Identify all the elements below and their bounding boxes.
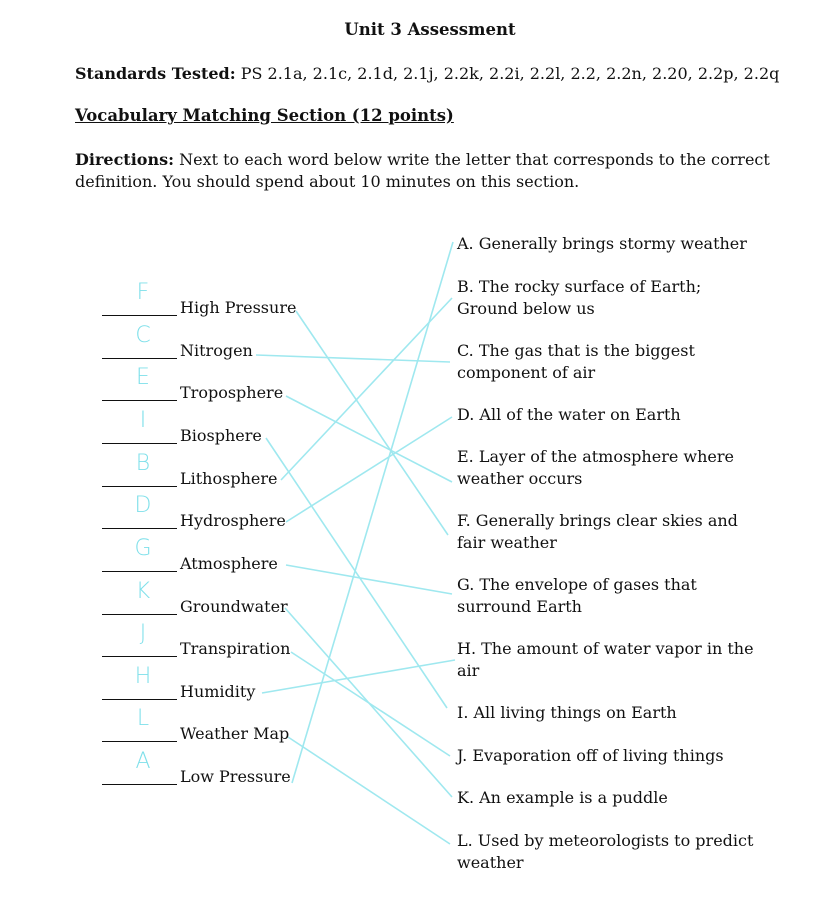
- answer-blank[interactable]: [102, 358, 177, 359]
- answer-blank[interactable]: [102, 784, 177, 785]
- handwritten-answer: K: [135, 579, 151, 604]
- term-label: Biosphere: [180, 426, 262, 445]
- handwritten-answer: D: [134, 493, 152, 518]
- handwritten-answer: C: [135, 323, 151, 348]
- definition-d: D. All of the water on Earth: [457, 405, 681, 424]
- term-label: Lithosphere: [180, 469, 278, 488]
- definition-a: A. Generally brings stormy weather: [457, 234, 747, 253]
- connector-line: [288, 737, 450, 844]
- definition-c: C. The gas that is the biggest component of air: [457, 341, 695, 382]
- answer-blank[interactable]: [102, 400, 177, 401]
- handwritten-answer: A: [135, 749, 151, 774]
- answer-blank[interactable]: [102, 315, 177, 316]
- term-label: Weather Map: [180, 724, 290, 743]
- answer-blank[interactable]: [102, 528, 177, 529]
- definition-i: I. All living things on Earth: [457, 703, 677, 722]
- handwritten-answer: H: [134, 664, 152, 689]
- answer-blank[interactable]: [102, 656, 177, 657]
- connector-line: [266, 438, 447, 708]
- term-label: Low Pressure: [180, 767, 291, 786]
- answer-blank[interactable]: [102, 571, 177, 572]
- definition-f: F. Generally brings clear skies and fair weather: [457, 511, 738, 552]
- definition-j: J. Evaporation off of living things: [457, 746, 724, 765]
- connector-line: [286, 565, 452, 594]
- handwritten-answer: I: [139, 408, 147, 433]
- term-label: High Pressure: [180, 298, 297, 317]
- definition-l: L. Used by meteorologists to predict weather: [457, 831, 754, 872]
- definition-e: E. Layer of the atmosphere where weather occurs: [457, 447, 734, 488]
- definition-g: G. The envelope of gases that surround Earth: [457, 575, 697, 616]
- handwritten-answer: B: [135, 451, 151, 476]
- handwritten-answer: E: [136, 365, 150, 390]
- answer-blank[interactable]: [102, 443, 177, 444]
- page-title: Unit 3 Assessment: [344, 20, 516, 39]
- term-label: Nitrogen: [180, 341, 253, 360]
- definition-k: K. An example is a puddle: [457, 788, 668, 807]
- connector-line: [256, 355, 450, 362]
- term-label: Transpiration: [180, 639, 291, 658]
- definition-h: H. The amount of water vapor in the air: [457, 639, 754, 680]
- handwritten-answer: L: [136, 706, 150, 731]
- term-label: Atmosphere: [180, 554, 278, 573]
- term-label: Groundwater: [180, 597, 288, 616]
- answer-blank[interactable]: [102, 741, 177, 742]
- section-title: Vocabulary Matching Section (12 points): [75, 106, 454, 125]
- answer-blank[interactable]: [102, 486, 177, 487]
- directions-label: Directions:: [75, 150, 174, 169]
- standards-value: PS 2.1a, 2.1c, 2.1d, 2.1j, 2.2k, 2.2i, 2.2l, 2.2, 2.2n, 2.20, 2.2p, 2.2q: [235, 64, 780, 83]
- handwritten-answer: F: [136, 280, 150, 305]
- answer-blank[interactable]: [102, 614, 177, 615]
- term-label: Hydrosphere: [180, 511, 286, 530]
- term-label: Humidity: [180, 682, 256, 701]
- definition-b: B. The rocky surface of Earth; Ground below us: [457, 277, 702, 318]
- directions-text: Next to each word below write the letter that corresponds to the correct definition. You should spend about 10 minutes on this section.: [75, 150, 770, 191]
- standards-label: Standards Tested:: [75, 64, 236, 83]
- answer-blank[interactable]: [102, 699, 177, 700]
- handwritten-answer: J: [139, 621, 147, 646]
- term-label: Troposphere: [180, 383, 284, 402]
- handwritten-answer: G: [134, 536, 152, 561]
